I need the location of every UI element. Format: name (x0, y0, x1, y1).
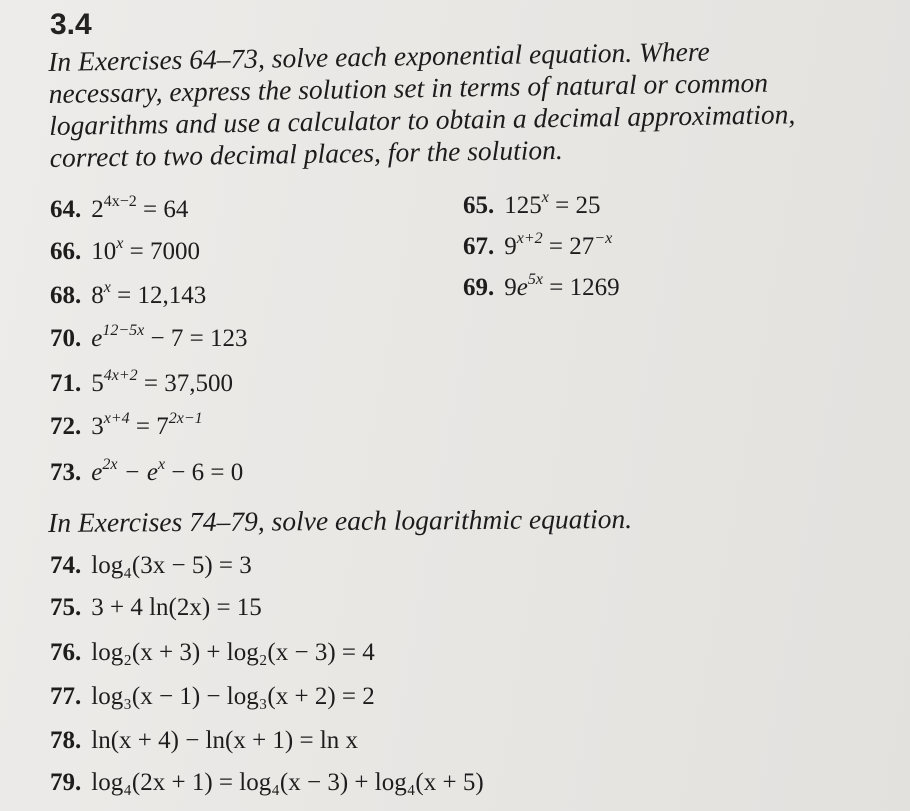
exercise-number: 72. (50, 413, 82, 440)
base: 9 (504, 233, 517, 260)
equation: log₃(x − 1) − log₃(x + 2) = 2 (91, 683, 375, 710)
rhs: = 7 (135, 413, 169, 440)
exercise-65 (463, 188, 601, 220)
instruction-line: In Exercises 64–73, solve each exponential equation. Where (48, 35, 710, 77)
section-number: 3.4 (50, 8, 92, 41)
exponent: 5x (527, 270, 543, 288)
exercise-number: 68. (50, 282, 82, 309)
exercise-64 (50, 192, 189, 224)
exercise-number: 79. (50, 769, 82, 796)
exercise-number: 65. (463, 192, 495, 219)
exponent: x (541, 188, 549, 206)
instruction-line: logarithms and use a calculator to obtain a decimal approximation, (49, 98, 796, 141)
rhs: = 1269 (549, 274, 620, 301)
exercise-73 (50, 455, 244, 487)
exercise-number: 66. (50, 238, 82, 265)
rhs: = 25 (555, 192, 601, 219)
rhs: − 7 = 123 (150, 325, 248, 352)
exercise-77 (50, 683, 375, 711)
base: 3 (91, 413, 104, 440)
exercise-74 (50, 552, 252, 580)
exercise-number: 75. (50, 594, 82, 621)
base: e (91, 325, 103, 352)
base: e (516, 274, 528, 301)
equation: log₂(x + 3) + log₂(x − 3) = 4 (91, 639, 375, 666)
base: e (91, 459, 103, 486)
exercise-number: 73. (50, 459, 82, 486)
rhs: = 64 (143, 196, 189, 223)
exercise-79 (50, 769, 484, 797)
rhs-exponent: −x (594, 229, 613, 247)
exercise-67 (463, 229, 613, 261)
rhs: = 12,143 (117, 282, 207, 309)
instruction-line: correct to two decimal places, for the solution. (49, 133, 563, 173)
exercise-number: 64. (50, 196, 82, 223)
exercise-number: 71. (50, 370, 82, 397)
exponent: 2x (102, 455, 118, 473)
base: 5 (91, 370, 104, 397)
base: 8 (91, 282, 104, 309)
equation: ln(x + 4) − ln(x + 1) = ln x (91, 727, 359, 754)
equation: log₄(2x + 1) = log₄(x − 3) + log₄(x + 5) (91, 769, 484, 796)
base: 2 (91, 196, 104, 223)
exercise-number: 70. (50, 325, 82, 352)
exercise-number: 74. (50, 552, 82, 579)
exercise-66 (50, 234, 200, 266)
equation: log₄(3x − 5) = 3 (91, 552, 252, 579)
exercise-number: 76. (50, 639, 82, 666)
exercise-68 (50, 278, 207, 310)
exercise-number: 77. (50, 683, 82, 710)
coefficient: 9 (504, 274, 517, 301)
exponent: 12−5x (102, 321, 145, 339)
rhs: = 7000 (129, 238, 200, 265)
exponent: 4x−2 (103, 192, 137, 210)
exponent: x+4 (103, 409, 130, 427)
exercise-75 (50, 594, 262, 622)
exponent: x+2 (516, 229, 543, 247)
equation: 3 + 4 ln(2x) = 15 (91, 594, 262, 621)
exponent: x (103, 278, 111, 296)
exercise-number: 69. (463, 274, 495, 301)
instruction-line: necessary, express the solution set in terms of natural or common (48, 66, 769, 109)
exercise-78 (50, 727, 358, 755)
rhs: = 27 (548, 233, 595, 260)
middle-exponent: x (157, 455, 166, 473)
exponent: x (116, 234, 124, 252)
logarithmic-instructions: In Exercises 74–79, solve each logarithmic equation. (48, 502, 633, 538)
exercise-76 (50, 639, 375, 667)
middle-term: − e (123, 459, 158, 486)
exercise-number: 67. (463, 233, 495, 260)
rhs: − 6 = 0 (171, 459, 244, 486)
exercise-72 (50, 409, 203, 441)
exercise-70 (50, 321, 248, 353)
base: 125 (504, 192, 542, 219)
rhs-exponent: 2x−1 (168, 409, 203, 427)
exercise-number: 78. (50, 727, 82, 754)
rhs: = 37,500 (143, 370, 234, 397)
base: 10 (91, 238, 117, 265)
exercise-71 (50, 366, 234, 398)
exponent: 4x+2 (103, 366, 138, 384)
exponential-instructions (48, 33, 870, 174)
exercise-69 (463, 270, 620, 302)
